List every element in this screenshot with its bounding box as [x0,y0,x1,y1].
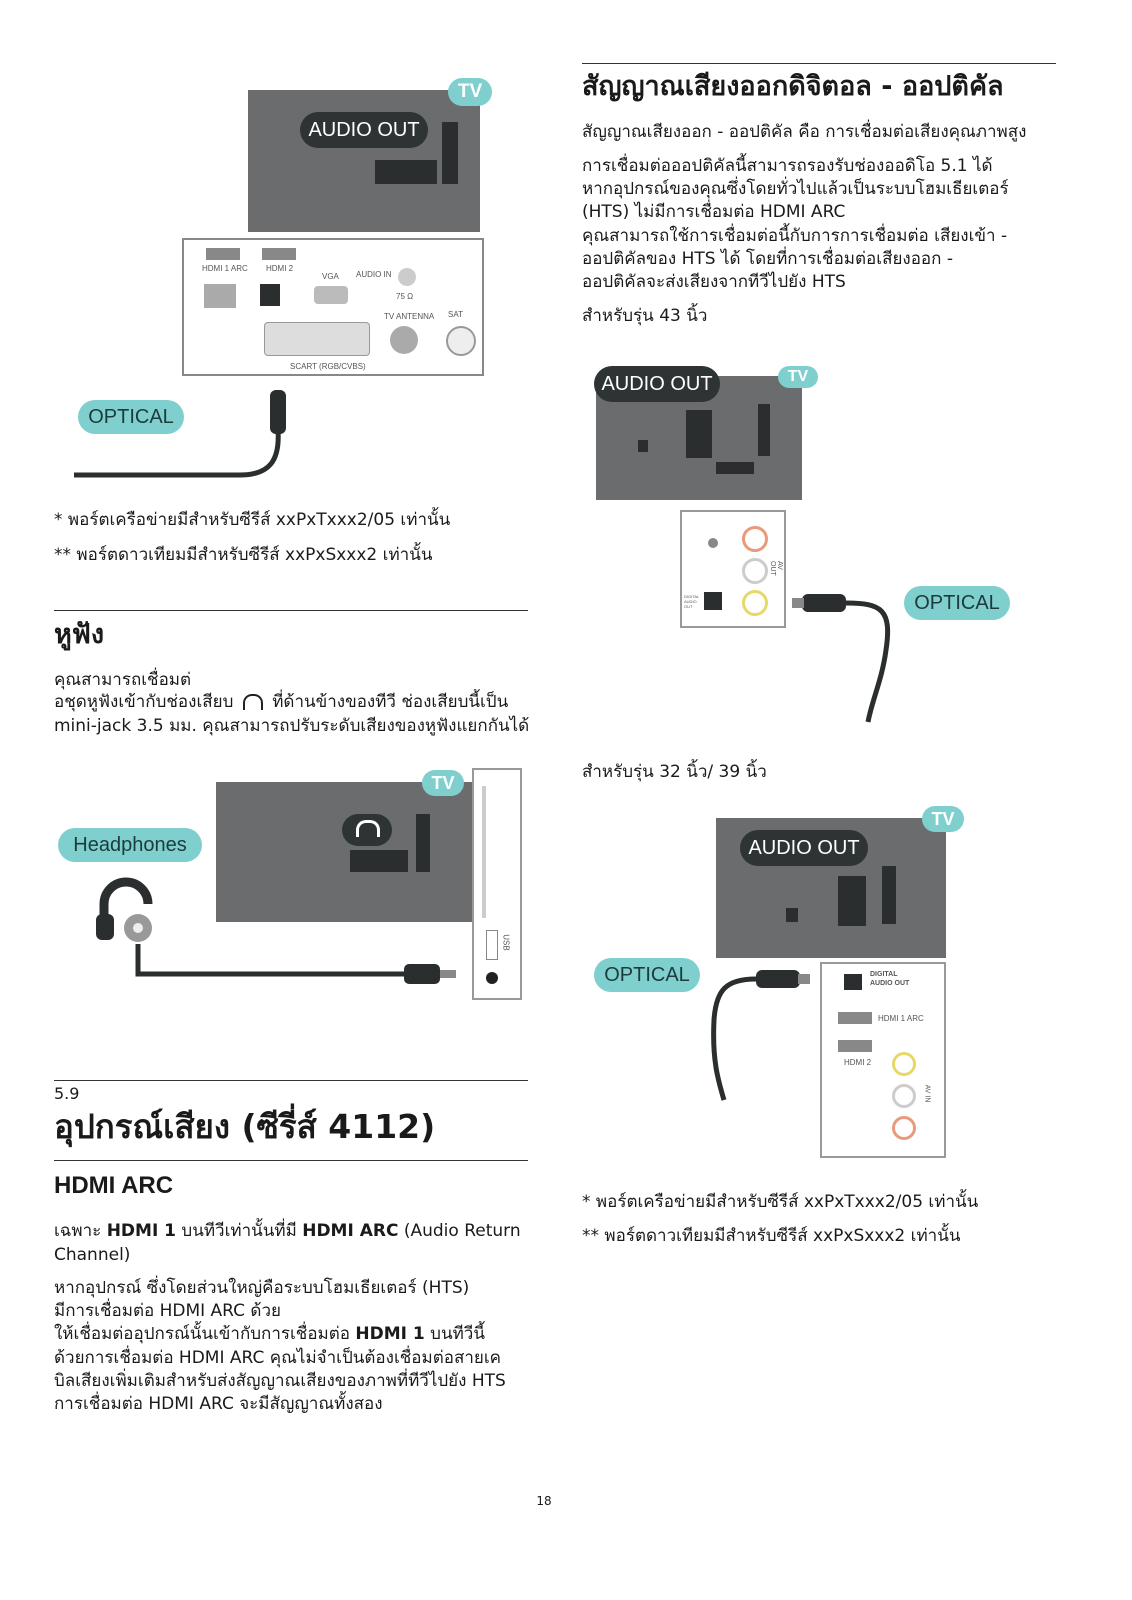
hdmi-arc-p1-line1 [54,1219,521,1243]
text-run: เฉพาะ [54,1221,107,1241]
port-slot [786,908,798,922]
antenna-port-icon [390,326,418,354]
optical-p2-line4: คุณสามารถใช้การเชื่อมต่อนี้กับการการเชื่อมต่อ เสียงเข้า - [582,226,1008,246]
hdmi-arc-p2-line6: การเชื่อมต่อ HDMI ARC จะมีสัญญาณทั้งสอง [54,1394,383,1414]
audio-in-jack-icon [398,268,416,286]
hdmi-arc-p2-line1: หากอุปกรณ์ ซึ่งโดยส่วนใหญ่คือระบบโฮมเธียเตอร์ (HTS) [54,1278,470,1298]
rca-port-yellow-icon [892,1052,916,1076]
hdmi-port-icon [262,248,296,260]
divider [54,1160,528,1161]
usb-port-icon [486,930,498,960]
text-run: (Audio Return [398,1221,521,1241]
port-slot [638,440,648,452]
side-panel [472,768,522,1000]
rca-port-white-icon [892,1084,916,1108]
optical-label: OPTICAL [78,400,184,434]
hdmi-arc-heading: HDMI ARC [54,1172,174,1199]
tv-tag: TV [422,770,464,796]
hdmi2-label: HDMI 2 [844,1058,872,1067]
optical-diagram-32-39 [582,800,1032,1170]
rca-port-red-icon [742,526,768,552]
optical-port-icon [704,592,722,610]
text-run: บนทีวีเท่านั้นที่มี [176,1221,303,1241]
optical-label: OPTICAL [904,586,1010,620]
text-run: บนทีวีนี้ [424,1324,485,1344]
model-32-39-label: สำหรับรุ่น 32 นิ้ว/ 39 นิ้ว [582,762,767,782]
sat-port-icon [446,326,476,356]
port-label: HDMI 1 ARC [202,264,248,273]
headphones-heading: หูฟัง [54,619,105,650]
headphones-text-line1: คุณสามารถเชื่อมต่ [54,670,192,690]
divider [582,63,1056,64]
hdmi-arc-p2-line3 [54,1322,485,1346]
headphones-diagram [54,764,524,1004]
port-label: VGA [322,272,339,281]
optical-p1: สัญญาณเสียงออก - ออปติคัล คือ การเชื่อมต่อเสียงคุณภาพสูง [582,122,1027,142]
tv-tag: TV [448,78,492,106]
port-label: SCART (RGB/CVBS) [290,362,366,371]
optical-port-icon [260,284,280,306]
port-slot [838,876,866,926]
av-out-label: AV OUT [769,561,783,576]
tv-tag: TV [778,366,818,388]
hdmi-arc-p2-line4: ด้วยการเชื่อมต่อ HDMI ARC คุณไม่จำเป็นต้องเชื่อมต่อสายเค [54,1348,502,1368]
text-run-bold: HDMI 1 [106,1221,177,1241]
headphones-device-icon [94,876,164,946]
divider [54,1080,528,1081]
headphones-text-line2a: อชุดหูฟังเข้ากับช่องเสียบ [54,692,234,712]
optical-p2-line2: หากอุปกรณ์ของคุณซึ่งโดยทั่วไปแล้วเป็นระบบโฮมเธียเตอร์ [582,179,1009,199]
audio-out-label: AUDIO OUT [594,366,720,402]
port-label: TV ANTENNA [384,312,435,321]
audio-out-label: AUDIO OUT [300,112,428,148]
text-run-bold: HDMI ARC [302,1221,399,1241]
card-slot-icon [482,786,486,918]
port-label: 75 Ω [396,292,414,301]
port-label: AUDIO IN [356,270,392,279]
connector-panel [820,962,946,1158]
port-slot [442,122,458,184]
digital-audio-out-label: DIGITAL AUDIO OUT [684,594,700,609]
hdmi-port-icon [206,248,240,260]
model-43-label: สำหรับรุ่น 43 นิ้ว [582,306,708,326]
headphone-jack-icon [243,694,263,710]
hdmi-port-icon [838,1012,872,1024]
text-run: ให้เชื่อมต่ออุปกรณ์นั้นเข้ากับการเชื่อมต่อ [54,1324,356,1344]
headphones-label: Headphones [58,828,202,862]
scart-port-icon [264,322,370,356]
rca-port-white-icon [742,558,768,584]
optical-label: OPTICAL [594,958,700,992]
port-slot [758,404,770,456]
hdmi-arc-p1-line2: Channel) [54,1245,131,1265]
divider [54,610,528,611]
rca-port-red-icon [892,1116,916,1140]
port-label: HDMI 2 [266,264,294,273]
port-slot [882,866,896,924]
footnote-network: * พอร์ตเครือข่ายมีสำหรับซีรีส์ xxPxTxxx2/05 เท่านั้น [582,1192,979,1212]
port-label: SAT [448,310,463,319]
section-number: 5.9 [54,1084,80,1103]
headphone-jack-port-icon [708,538,718,548]
optical-cable-icon [702,960,822,1110]
optical-p2-line5: ออปติคัลของ HTS ได้ โดยที่การเชื่อมต่อเสียงออก - [582,249,953,269]
optical-port-icon [844,974,862,990]
headphones-text-line2 [54,690,508,714]
optical-diagram-top [70,70,510,490]
text-run-bold: HDMI 1 [355,1324,425,1344]
audio-out-label: AUDIO OUT [740,830,868,866]
optical-p2-line6: ออปติคัลจะส่งเสียงจากทีวีไปยัง HTS [582,272,846,292]
page-number: 18 [536,1494,552,1508]
section-title: อุปกรณ์เสียง (ซีรี่ส์ 4112) [54,1107,436,1146]
hdmi-port-icon [838,1040,872,1052]
connector-panel [680,510,786,628]
rca-port-yellow-icon [742,590,768,616]
headphone-jack-port-icon [486,972,498,984]
optical-cable-icon [782,580,902,730]
usb-label: USB [501,934,511,951]
vga-port-icon [314,286,348,304]
connector-panel [182,238,484,376]
av-in-label: AV IN [923,1084,931,1103]
hdmi1-arc-label: HDMI 1 ARC [878,1014,924,1023]
optical-heading: สัญญาณเสียงออกดิจิตอล - ออปติคัล [582,71,1004,102]
tv-tag: TV [922,806,964,832]
optical-diagram-43 [582,360,1032,730]
digital-audio-out-label: DIGITAL AUDIO OUT [870,971,910,987]
headphones-text-line2b: ที่ด้านข้างของทีวี ช่องเสียบนี้เป็น [272,692,509,712]
footnote-network: * พอร์ตเครือข่ายมีสำหรับซีรีส์ xxPxTxxx2/05 เท่านั้น [54,510,451,530]
port-slot [686,410,712,458]
footnote-satellite: ** พอร์ตดาวเทียมมีสำหรับซีรีส์ xxPxSxxx2 เท่านั้น [54,545,433,565]
headphones-text-line3: mini-jack 3.5 มม. คุณสามารถปรับระดับเสียงของหูฟังแยกกันได้ [54,716,530,736]
optical-p2-line3: (HTS) ไม่มีการเชื่อมต่อ HDMI ARC [582,202,846,222]
optical-p2-line1: การเชื่อมต่อออปติคัลนี้สามารถรองรับช่องออดิโอ 5.1 ได้ [582,156,993,176]
port-slot [716,462,754,474]
headphones-icon [356,820,380,837]
footnote-satellite: ** พอร์ตดาวเทียมมีสำหรับซีรีส์ xxPxSxxx2 เท่านั้น [582,1226,961,1246]
hdmi-arc-p2-line2: มีการเชื่อมต่อ HDMI ARC ด้วย [54,1301,281,1321]
network-port-icon [204,284,236,308]
hdmi-arc-p2-line5: บิลเสียงเพิ่มเติมสำหรับส่งสัญญาณเสียงของภาพที่ทีวีไปยัง HTS [54,1371,506,1391]
port-slot [375,160,437,184]
